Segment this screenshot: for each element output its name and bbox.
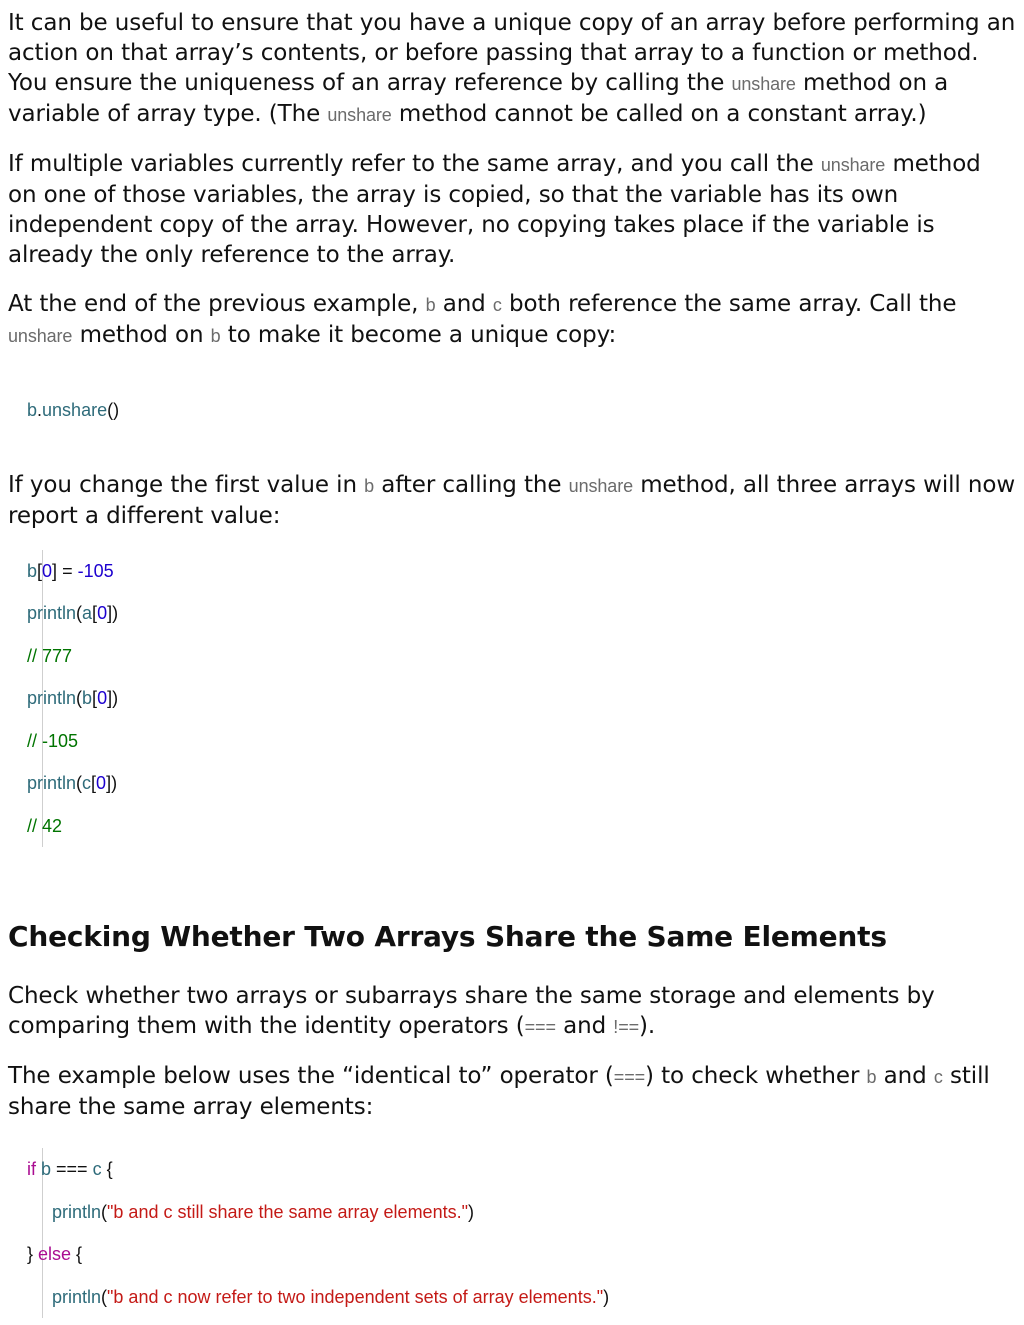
code-identifier: b (41, 1159, 52, 1179)
text: and (876, 1063, 934, 1089)
code-function: println (52, 1286, 102, 1307)
code-punct: [ (92, 603, 98, 623)
code-line (27, 1233, 1016, 1276)
text: method, all three arrays will now report a different value: (8, 471, 1016, 529)
text: method cannot be called on a constant array.) (391, 101, 927, 127)
code-punct: ) (467, 1201, 474, 1222)
text: and (555, 1013, 614, 1039)
paragraph-identity-operators (8, 981, 1016, 1042)
text: At the end of the previous example, (8, 291, 426, 317)
code-identifier: a (82, 603, 93, 623)
code-operator: = (57, 560, 78, 581)
code-string: "b and c still share the same array elements." (107, 1201, 468, 1222)
text: method on one of those variables, the array is copied, so that the variable has its own independent copy of the array. However, no copying takes place if the variable is already the only reference to the array. (8, 151, 981, 268)
code-punct: ( (76, 603, 83, 623)
code-comment: // -105 (27, 730, 79, 751)
code-line (27, 805, 1016, 848)
code-line (27, 720, 1016, 763)
text: The example below uses the “identical to” operator ( (8, 1063, 614, 1089)
code-punct: ]) (106, 773, 118, 793)
code-punct: { (71, 1244, 83, 1264)
code-string: "b and c now refer to two independent sets of array elements." (107, 1286, 604, 1307)
code-identifier: b (27, 400, 38, 420)
inline-code: !== (613, 1017, 640, 1037)
text: after calling the (374, 471, 569, 498)
inline-code: === (613, 1067, 646, 1087)
code-line (27, 635, 1016, 678)
code-block-println-values (27, 550, 1016, 848)
code-function: println (27, 603, 77, 623)
text: It can be useful to ensure that you have a unique copy of an array before performing an action on that array’s contents, or before passing that array to a function or method. You ensure the uniqueness of an array reference by calling the (8, 10, 1016, 96)
inline-code: b (210, 326, 221, 346)
inline-code: unshare (820, 155, 886, 175)
code-punct: ( (76, 773, 83, 793)
text: Check whether two arrays or subarrays share the same storage and elements by comparing them with the identity operators ( (8, 983, 935, 1039)
code-line (27, 762, 1016, 805)
section-heading: Checking Whether Two Arrays Share the Same Elements (8, 920, 887, 953)
code-keyword: if (27, 1159, 36, 1179)
text: If you change the first value in (8, 471, 365, 498)
code-identifier: b (82, 688, 93, 708)
code-line (27, 677, 1016, 720)
code-block-unshare (27, 389, 1016, 432)
code-number: 0 (96, 773, 107, 793)
code-identifier: b (27, 560, 38, 581)
text: method on (72, 322, 211, 348)
code-comment: // 777 (27, 645, 73, 666)
code-function: println (27, 688, 77, 708)
text: ). (639, 1013, 656, 1039)
inline-code: unshare (327, 105, 392, 125)
inline-code: b (866, 1067, 877, 1087)
paragraph-change-first-value (8, 470, 1016, 531)
code-punct: { (101, 1159, 113, 1179)
code-operator: === (51, 1159, 93, 1179)
code-punct: [ (91, 773, 97, 793)
code-punct: ]) (107, 688, 119, 708)
paragraph-identical-to-example (8, 1061, 1016, 1122)
code-line (27, 550, 1016, 593)
code-function: println (52, 1201, 102, 1222)
inline-code: c (492, 295, 502, 315)
code-punct: ( (101, 1201, 108, 1222)
inline-code: === (524, 1017, 556, 1037)
text: ) to check whether (645, 1063, 867, 1089)
code-number: 0 (97, 603, 108, 623)
code-punct: [ (92, 688, 98, 708)
code-number: 0 (42, 560, 53, 581)
text: If multiple variables currently refer to the same array, and you call the (8, 151, 821, 177)
code-comment: // 42 (27, 815, 63, 836)
text: and (435, 291, 493, 317)
code-identifier: c (92, 1159, 102, 1179)
code-punct: ( (101, 1286, 108, 1307)
text: method on a variable of array type. (The (8, 70, 949, 127)
code-punct: ) (603, 1286, 610, 1307)
code-line (27, 1148, 1016, 1191)
inline-code: unshare (731, 74, 796, 94)
code-punct: . (37, 400, 43, 420)
code-function: unshare (42, 400, 108, 420)
code-line (27, 389, 1016, 432)
paragraph-unshare-intro (8, 8, 1016, 130)
code-line (27, 592, 1016, 635)
code-function: println (27, 773, 77, 793)
code-punct: ] (52, 560, 58, 581)
paragraph-previous-example (8, 289, 1016, 351)
text: still share the same array elements: (8, 1063, 990, 1120)
code-keyword: else (38, 1244, 72, 1264)
text: both reference the same array. Call the (501, 291, 957, 317)
code-block-identity-check (27, 1148, 1016, 1318)
code-punct: () (107, 400, 120, 420)
paragraph-unshare-copy (8, 149, 1016, 270)
code-punct: ]) (107, 603, 119, 623)
code-line (52, 1191, 1016, 1234)
text: to make it become a unique copy: (220, 322, 617, 348)
inline-code: b (364, 475, 375, 496)
inline-code: unshare (8, 326, 73, 346)
code-line (52, 1276, 1016, 1319)
code-number: 0 (97, 688, 108, 708)
code-punct: ( (76, 688, 83, 708)
inline-code: c (933, 1067, 943, 1087)
code-identifier: c (82, 773, 92, 793)
code-punct: } (27, 1244, 39, 1264)
inline-code: b (425, 295, 436, 315)
code-punct: [ (37, 560, 43, 581)
code-number: -105 (77, 560, 114, 581)
inline-code: unshare (568, 475, 634, 496)
